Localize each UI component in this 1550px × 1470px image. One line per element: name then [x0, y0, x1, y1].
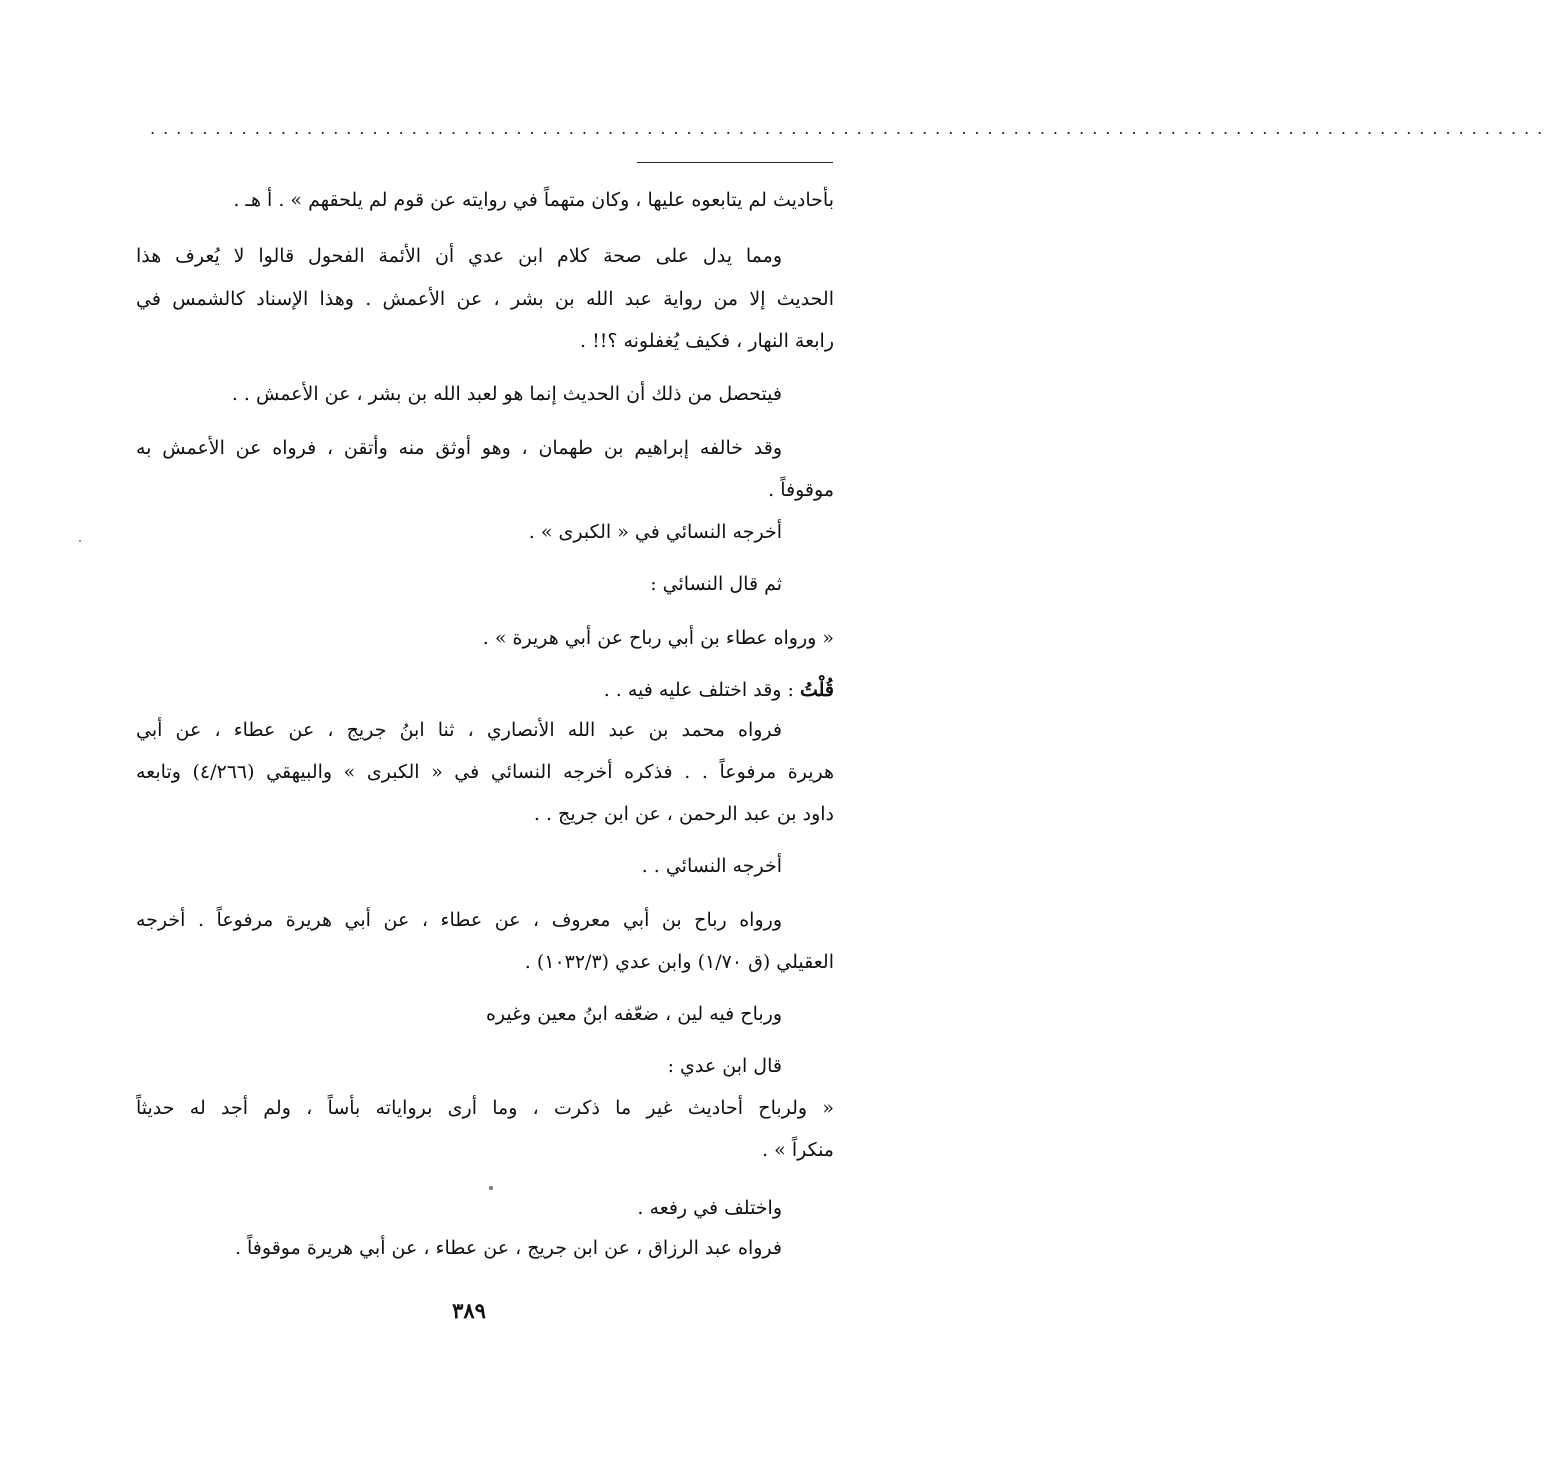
text-line: رابعة النهار ، فكيف يُغفلونه ؟!! . — [579, 330, 834, 352]
text-line: أخرجه النسائي . . — [641, 855, 782, 877]
text-line: فرواه عبد الرزاق ، عن ابن جريج ، عن عطاء ، عن أبي هريرة موقوفاً . — [234, 1237, 782, 1259]
text-line: واختلف في رفعه . — [637, 1197, 782, 1219]
text-line: فيتحصل من ذلك أن الحديث إنما هو لعبد الله بن بشر ، عن الأعمش . . — [231, 383, 782, 405]
text-line: « ورواه عطاء بن أبي رباح عن أبي هريرة » . — [482, 627, 834, 649]
text-line: العقيلي (ق ١/٧٠) وابن عدي (١٠٣٢/٣) . — [524, 951, 834, 973]
text-span: : وقد اختلف عليه فيه . . — [603, 679, 800, 701]
text-line: ومما يدل على صحة كلام ابن عدي أن الأئمة الفحول قالوا لا يُعرف هذا — [136, 245, 782, 267]
page-number: ٣٨٩ — [452, 1298, 486, 1323]
dotted-separator: ........................................................................................................... — [150, 119, 1550, 138]
footnote-rule — [637, 162, 833, 163]
text-line: ورباح فيه لين ، ضعّفه ابنُ معين وغيره — [485, 1003, 782, 1025]
text-line: موقوفاً . — [768, 479, 834, 501]
scan-speck — [79, 540, 81, 542]
text-line: وقد خالفه إبراهيم بن طهمان ، وهو أوثق منه وأتقن ، فرواه عن الأعمش به — [136, 437, 782, 459]
scan-speck — [489, 1186, 493, 1190]
text-line — [136, 676, 834, 704]
text-line: ثم قال النسائي : — [650, 573, 782, 595]
text-line: منكراً » . — [762, 1139, 834, 1161]
text-line: قال ابن عدي : — [667, 1055, 782, 1077]
text-line: بأحاديث لم يتابعوه عليها ، وكان متهماً في روايته عن قوم لم يلحقهم » . أ هـ . — [233, 189, 834, 211]
qultu-label: قُلْتُ — [799, 679, 834, 701]
text-line: هريرة مرفوعاً . . فذكره أخرجه النسائي في « الكبرى » والبيهقي (٤/٢٦٦) وتابعه — [136, 761, 834, 783]
text-line: أخرجه النسائي في « الكبرى » . — [528, 521, 782, 543]
text-line: فرواه محمد بن عبد الله الأنصاري ، ثنا ابنُ جريج ، عن عطاء ، عن أبي — [136, 719, 782, 741]
text-line: الحديث إلا من رواية عبد الله بن بشر ، عن الأعمش . وهذا الإسناد كالشمس في — [136, 288, 834, 310]
text-line: داود بن عبد الرحمن ، عن ابن جريج . . — [533, 803, 834, 825]
text-line: ورواه رباح بن أبي معروف ، عن عطاء ، عن أبي هريرة مرفوعاً . أخرجه — [136, 909, 782, 931]
text-line: « ولرباح أحاديث غير ما ذكرت ، وما أرى برواياته بأساً ، ولم أجد له حديثاً — [136, 1097, 834, 1119]
